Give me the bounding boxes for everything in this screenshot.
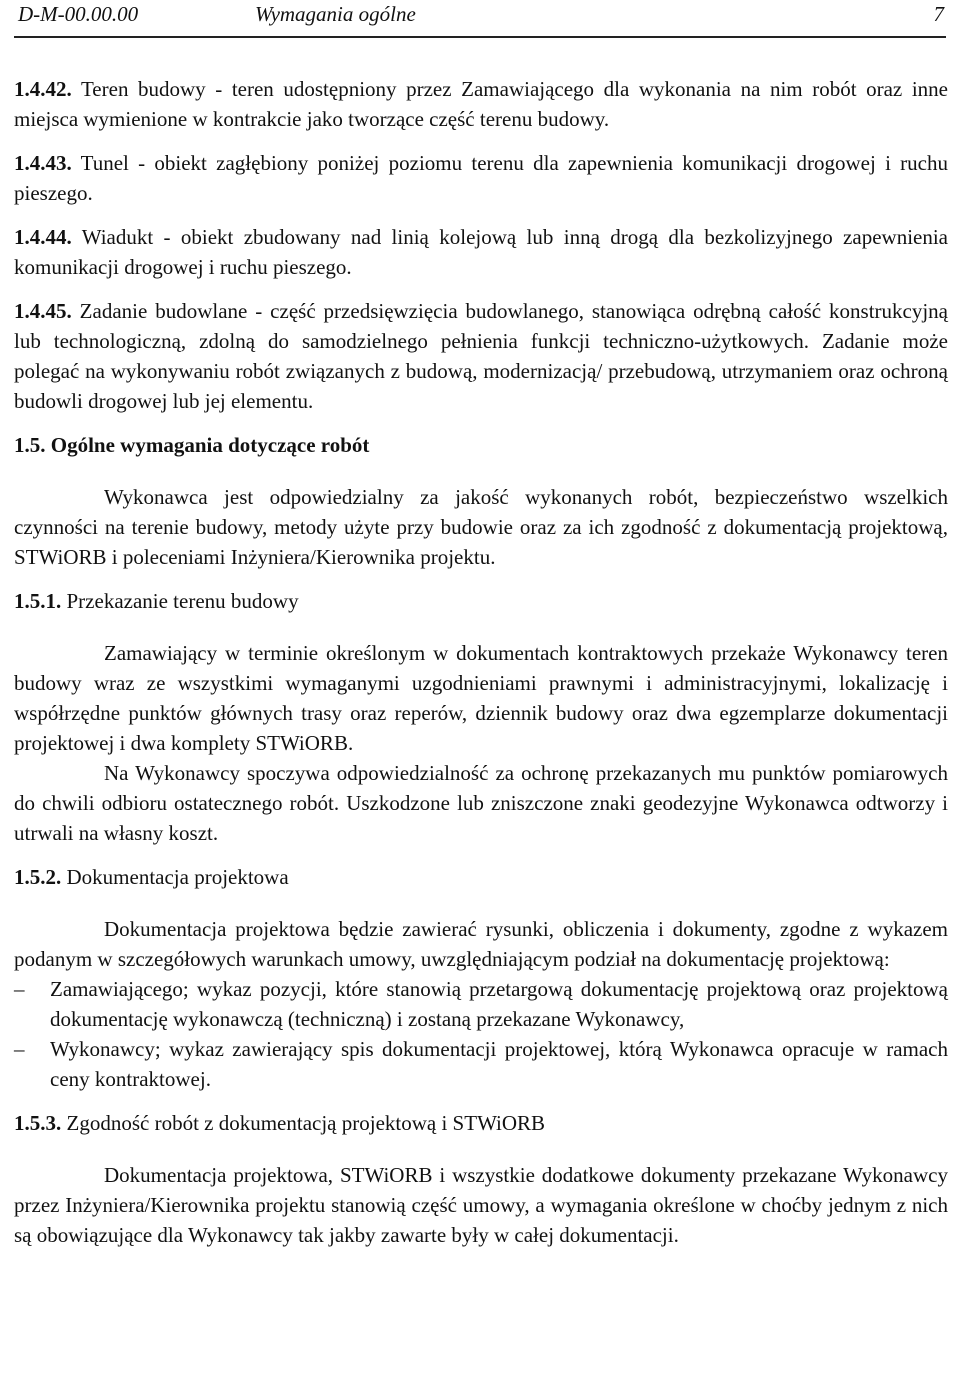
definition-number: 1.4.44. bbox=[14, 225, 72, 249]
dash-bullet: – bbox=[14, 977, 25, 1001]
section-number: 1.5.2. bbox=[14, 865, 62, 889]
definition-text: Teren budowy - teren udostępniony przez Zamawiającego dla wykonania na nim robót oraz inne miejsca wymienione w kontrakcie jako tworzące część terenu budowy. bbox=[14, 77, 948, 131]
section-heading-1-5-1 bbox=[14, 586, 948, 616]
definition-text: Tunel - obiekt zagłębiony poniżej poziomu terenu dla zapewnienia komunikacji drogowej i ruchu pieszego. bbox=[14, 151, 948, 205]
document-body bbox=[14, 74, 948, 1250]
dash-bullet: – bbox=[14, 1037, 25, 1061]
section-1-5-1-paragraph-1: Zamawiający w terminie określonym w dokumentach kontraktowych przekaże Wykonawcy teren budowy wraz ze wszystkimi wymaganymi uzgodnieniami prawnymi i administracyjnymi, lokalizację i współrzędne punktów głównych trasy oraz reperów, dziennik budowy oraz dwa egzemplarze dokumentacji projektowej i dwa komplety STWiORB. bbox=[14, 641, 948, 755]
list-item bbox=[14, 1034, 948, 1094]
page-number: 7 bbox=[933, 2, 944, 26]
section-heading-1-5: 1.5. Ogólne wymagania dotyczące robót bbox=[14, 433, 370, 457]
definition-1-4-42 bbox=[14, 74, 948, 134]
definition-1-4-43 bbox=[14, 148, 948, 208]
document-code: D-M-00.00.00 bbox=[18, 2, 139, 26]
section-title: Przekazanie terenu budowy bbox=[61, 589, 299, 613]
list-item-text: Zamawiającego; wykaz pozycji, które stanowią przetargową dokumentację projektową oraz projektową dokumentację wykonawczą (techniczną) i zostaną przekazane Wykonawcy, bbox=[50, 977, 948, 1031]
section-1-5-paragraph: Wykonawca jest odpowiedzialny za jakość wykonanych robót, bezpieczeństwo wszelkich czynności na terenie budowy, metody użyte przy budowie oraz za ich zgodność z dokumentacją projektową, STWiORB i poleceniami Inżyniera/Kierownika projektu. bbox=[14, 485, 948, 569]
section-heading-1-5-3 bbox=[14, 1108, 948, 1138]
documentation-list bbox=[14, 974, 948, 1094]
section-1-5-3-paragraph: Dokumentacja projektowa, STWiORB i wszystkie dodatkowe dokumenty przekazane Wykonawcy przez Inżyniera/Kierownika projektu stanowią część umowy, a wymagania określone w choćby jednym z nich są obowiązujące dla Wykonawcy tak jakby zawarte były w całej dokumentacji. bbox=[14, 1163, 948, 1247]
section-1-5-1-paragraph-2: Na Wykonawcy spoczywa odpowiedzialność za ochronę przekazanych mu punktów pomiarowych do chwili odbioru ostatecznego robót. Uszkodzone lub zniszczone znaki geodezyjne Wykonawca odtworzy i utrwali na własny koszt. bbox=[14, 761, 948, 845]
list-item-text: Wykonawcy; wykaz zawierający spis dokumentacji projektowej, którą Wykonawca opracuje w ramach ceny kontraktowej. bbox=[50, 1037, 948, 1091]
section-1-5-2-paragraph: Dokumentacja projektowa będzie zawierać rysunki, obliczenia i dokumenty, zgodne z wykazem podanym w szczegółowych warunkach umowy, uwzględniającym podział na dokumentację projektową: bbox=[14, 917, 948, 971]
definition-1-4-44 bbox=[14, 222, 948, 282]
section-title: Dokumentacja projektowa bbox=[61, 865, 289, 889]
list-item bbox=[14, 974, 948, 1034]
definition-number: 1.4.45. bbox=[14, 299, 72, 323]
definition-number: 1.4.43. bbox=[14, 151, 72, 175]
section-number: 1.5.3. bbox=[14, 1111, 62, 1135]
definition-text: Wiadukt - obiekt zbudowany nad linią kolejową lub inną drogą dla bezkolizyjnego zapewnienia komunikacji drogowej i ruchu pieszego. bbox=[14, 225, 948, 279]
section-title: Zgodność robót z dokumentacją projektową i STWiORB bbox=[61, 1111, 546, 1135]
definition-text: Zadanie budowlane - część przedsięwzięcia budowlanego, stanowiąca odrębną całość konstrukcyjną lub technologiczną, zdolną do samodzielnego pełnienia funkcji techniczno-użytkowych. Zadanie może polegać na wykonywaniu robót związanych z budową, modernizacją/ przebudową, utrzymaniem oraz ochroną budowli drogowej lub jej elementu. bbox=[14, 299, 948, 413]
section-number: 1.5.1. bbox=[14, 589, 62, 613]
definition-1-4-45 bbox=[14, 296, 948, 416]
definition-number: 1.4.42. bbox=[14, 77, 72, 101]
section-heading-1-5-2 bbox=[14, 862, 948, 892]
header-title: Wymagania ogólne bbox=[255, 2, 416, 26]
page-header bbox=[14, 0, 946, 38]
